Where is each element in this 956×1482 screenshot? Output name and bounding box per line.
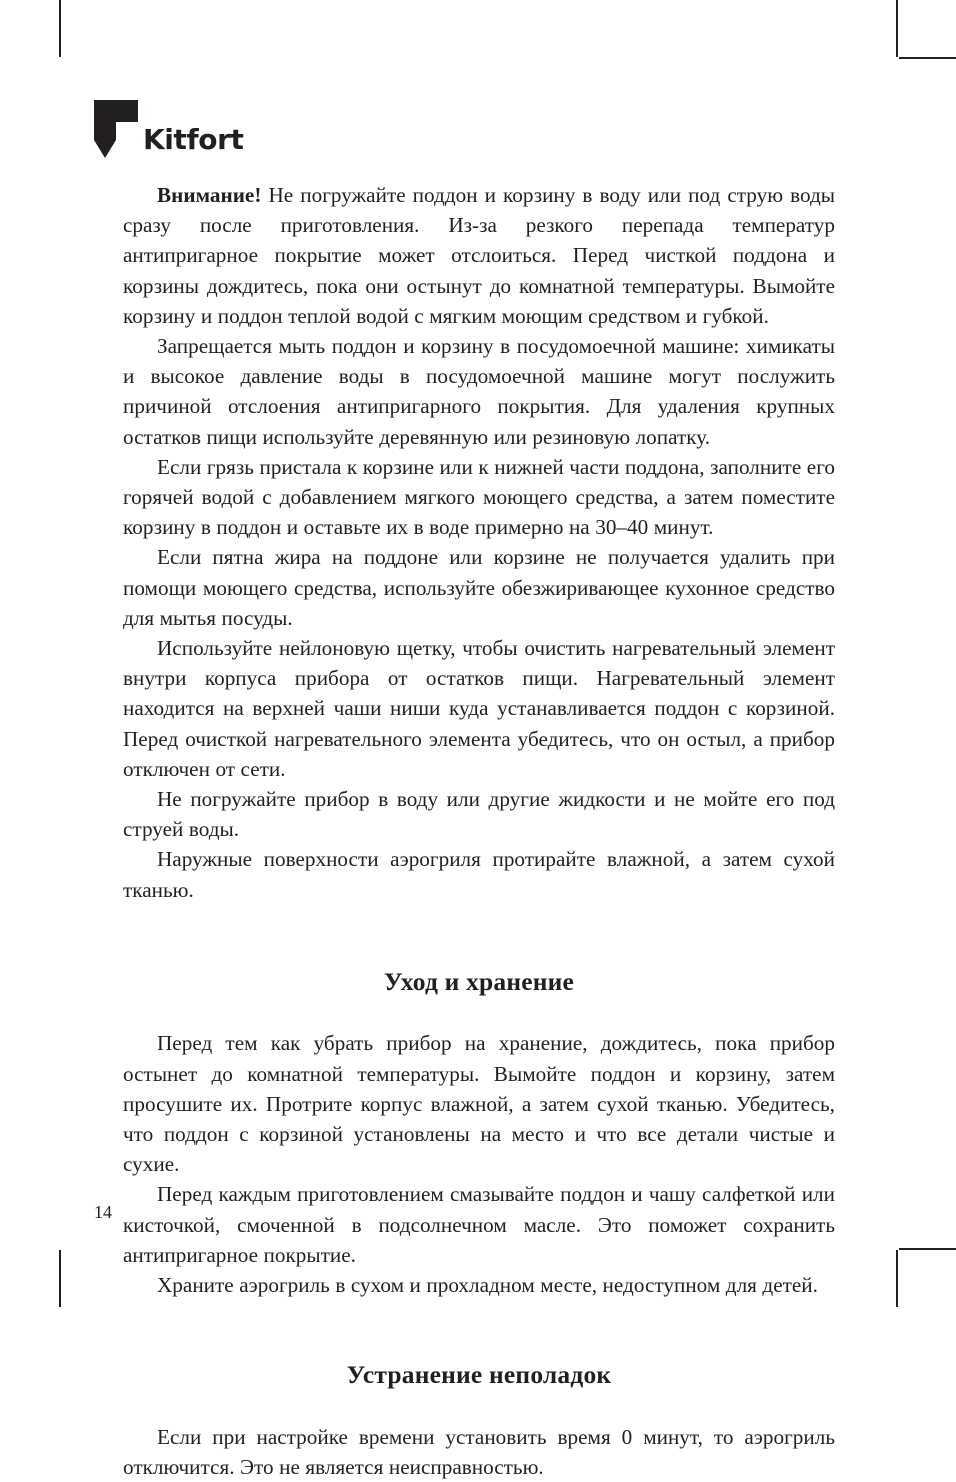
crop-mark-bottom-right-horizontal xyxy=(899,1248,956,1250)
paragraph-exterior-wiping: Наружные поверхности аэрогриля протирайте влажной, а затем сухой тканью. xyxy=(123,847,835,902)
crop-mark-top-left xyxy=(59,0,61,57)
paragraph-grease-stains: Если пятна жира на поддоне или корзине не получается удалить при помощи моющего средства, используйте обезжиривающее кухонное средство для мытья посуды. xyxy=(123,545,835,630)
paragraph-oiling-before-cooking: Перед каждым приготовлением смазывайте поддон и чашу салфеткой или кисточкой, смоченной в подсолнечном масле. Это поможет сохранить антипригарное покрытие. xyxy=(123,1182,835,1267)
crop-mark-bottom-left xyxy=(59,1250,61,1307)
paragraph-do-not-immerse-appliance: Не погружайте прибор в воду или другие жидкости и не мойте его под струей воды. xyxy=(123,787,835,842)
spacer-after-care-heading xyxy=(123,997,835,1028)
paragraph-zero-minutes-behavior: Если при настройке времени установить время 0 минут, то аэрогриль отключится. Это не является неисправностью. xyxy=(123,1424,835,1480)
paragraph-before-storage: Перед тем как убрать прибор на хранение, дождитесь, пока прибор остынет до комнатной температуры. Вымойте поддон и корзину, затем просушите их. Протрите корпус влажной, а затем сухой тканью. Убедитесь, что поддон с корзиной установлены на место и что все детали чистые и сухие. xyxy=(123,1031,835,1177)
kitfort-flag-mark-icon xyxy=(94,100,140,158)
spacer-before-care-heading xyxy=(123,905,835,967)
paragraph-no-dishwasher: Запрещается мыть поддон и корзину в посудомоечной машине: химикаты и высокое давление воды в посудомоечной машине могут послужить причиной отслоения антипригарного покрытия. Для удаления крупных остатков пищи используйте деревянную или резиновую лопатку. xyxy=(123,334,835,449)
spacer-after-troubleshooting-heading xyxy=(123,1391,835,1422)
warning-lead-label: Внимание! xyxy=(157,183,262,207)
section-heading-care-and-storage: Уход и хранение xyxy=(383,966,575,996)
section-heading-troubleshooting: Устранение неполадок xyxy=(346,1360,612,1390)
crop-mark-bottom-right-vertical xyxy=(896,1250,898,1307)
paragraph-storage-location: Храните аэрогриль в сухом и прохладном месте, недоступном для детей. xyxy=(157,1273,818,1298)
page-number: 14 xyxy=(94,1202,112,1222)
page-content xyxy=(123,180,835,1482)
brand-wordmark: Kitfort xyxy=(143,123,244,156)
paragraph-heating-element-cleaning: Используйте нейлоновую щетку, чтобы очистить нагревательный элемент внутри корпуса прибора от остатков пищи. Нагревательный элемент находится на верхней чаши ниши куда устанавливается поддон с корзиной. Перед очисткой нагревательного элемента убедитесь, что он остыл, а прибор отключен от сети. xyxy=(123,636,835,781)
spacer-before-troubleshooting-heading xyxy=(123,1300,835,1360)
crop-mark-top-right-vertical xyxy=(896,0,898,57)
paragraph-warning-immersion xyxy=(123,180,835,331)
warning-body-text: Не погружайте поддон и корзину в воду или под струю воды сразу после приготовления. Из-за резкого перепада температур антипригарное покрытие может отслоиться. Перед чисткой поддона и корзины дождитесь, пока они остынут до комнатной температуры. Вымойте корзину и поддон теплой водой с мягким моющим средством и губкой. xyxy=(123,183,835,328)
crop-mark-top-right-horizontal xyxy=(899,57,956,59)
brand-logo xyxy=(94,100,244,158)
paragraph-soaking-instructions: Если грязь пристала к корзине или к нижней части поддона, заполните его горячей водой с добавлением мягкого моющего средства, а затем поместите корзину в поддон и оставьте их в воде примерно на 30–40 минут. xyxy=(123,454,835,540)
